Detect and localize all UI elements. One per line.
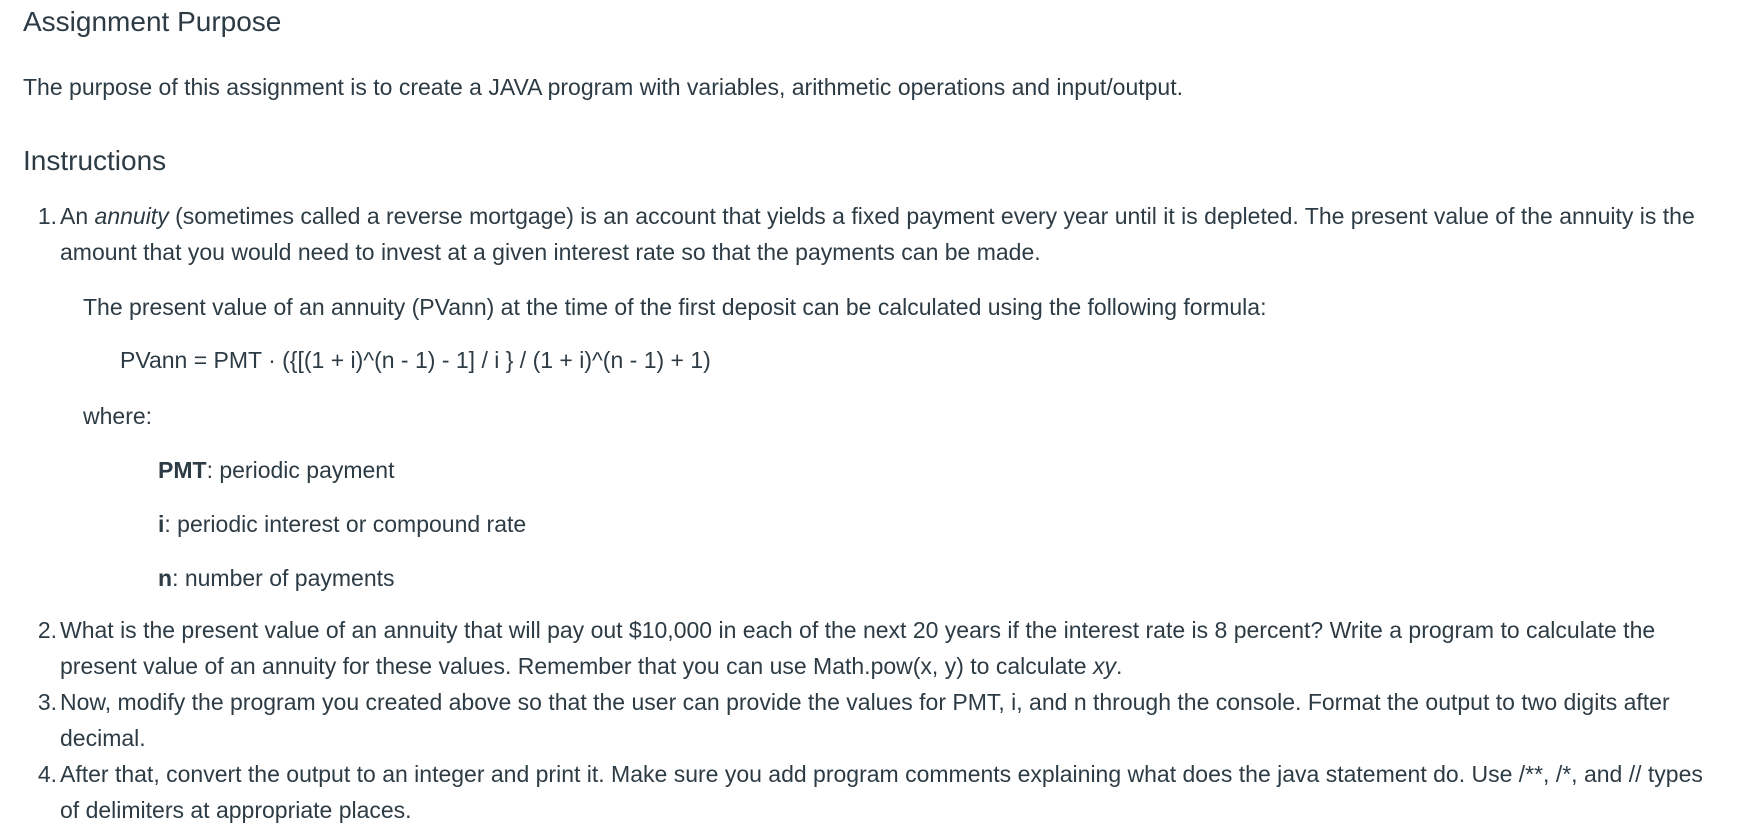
definition-desc: : periodic payment xyxy=(206,457,395,483)
item-1-text-a: An xyxy=(60,203,95,229)
formula-intro: The present value of an annuity (PVann) at the time of the first deposit can be calculated using the following formula: xyxy=(83,294,1267,320)
item-number: 4. xyxy=(37,761,57,787)
instructions-heading: Instructions xyxy=(23,145,167,176)
instruction-item-1 xyxy=(37,198,1710,270)
item-2-text: What is the present value of an annuity that will pay out $10,000 in each of the next 20 years if the interest rate is 8 percent? Write a program to calculate the present value of an annuity for these values. Remember that you can use Math.pow(x, y) to calculate xyxy=(60,617,1656,679)
definition-term: i xyxy=(158,511,165,537)
definition-term: PMT xyxy=(158,457,207,483)
purpose-text: The purpose of this assignment is to create a JAVA program with variables, arithmetic operations and input/output. xyxy=(23,74,1183,100)
instruction-item-3 xyxy=(37,684,1710,756)
definition-i xyxy=(158,506,526,542)
purpose-heading: Assignment Purpose xyxy=(23,6,282,37)
item-number: 3. xyxy=(37,689,57,715)
item-1-text-b: (sometimes called a reverse mortgage) is an account that yields a fixed payment every year until it is depleted. The present value of the annuity is the amount that you would need to invest at a given interest rate so that the payments can be made. xyxy=(60,203,1695,265)
item-number: 1. xyxy=(37,203,57,229)
definition-pmt xyxy=(158,452,395,488)
definition-term: n xyxy=(158,565,173,591)
definition-n xyxy=(158,560,395,596)
definition-desc: : periodic interest or compound rate xyxy=(164,511,527,537)
item-3-text: Now, modify the program you created above so that the user can provide the values for PMT, i, and n through the console. Format the output to two digits after decimal. xyxy=(60,689,1670,751)
where-label: where: xyxy=(83,403,153,429)
instruction-item-4 xyxy=(37,756,1710,828)
definition-desc: : number of payments xyxy=(172,565,395,591)
instruction-item-2 xyxy=(37,612,1710,684)
item-number: 2. xyxy=(37,617,57,643)
item-1-italic-term: annuity xyxy=(94,203,169,229)
item-4-text: After that, convert the output to an integer and print it. Make sure you add program comments explaining what does the java statement do. Use /**, /*, and // types of delimiters at appropriate places. xyxy=(60,761,1703,823)
item-2-italic: xy xyxy=(1093,653,1116,679)
pvann-formula: PVann = PMT · ({[(1 + i)^(n - 1) - 1] / i } / (1 + i)^(n - 1) + 1) xyxy=(120,347,711,373)
item-2-end: . xyxy=(1116,653,1123,679)
